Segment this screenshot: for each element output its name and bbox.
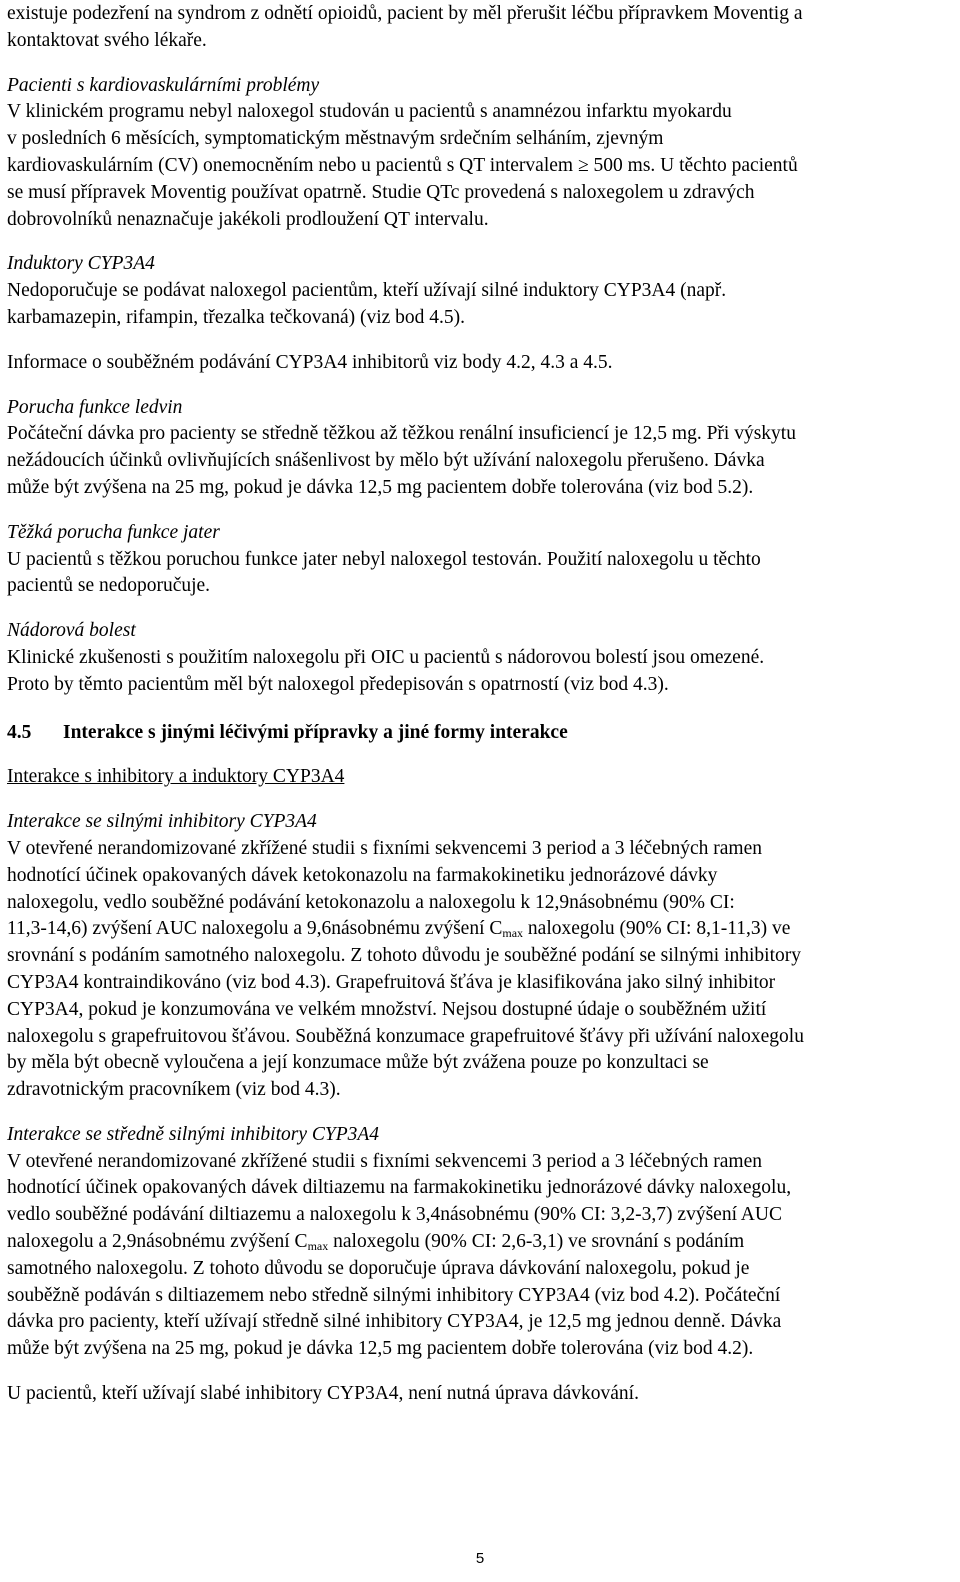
- greater-equal-symbol: ≥: [577, 154, 589, 176]
- text-run: naloxegolu a 2,9násobnému zvýšení C: [7, 1231, 308, 1253]
- paragraph-line: se musí přípravek Moventig používat opatrně. Studie QTc provedená s naloxegolem u zdravých: [7, 181, 755, 203]
- text-run: 11,3-14,6) zvýšení AUC naloxegolu a 9,6násobnému zvýšení C: [7, 918, 503, 940]
- paragraph-line: dobrovolníků nenaznačuje jakékoli prodloužení QT intervalu.: [7, 208, 489, 230]
- paragraph-line: nežádoucích účinků ovlivňujících snášenlivost by mělo být užívání naloxegolu přerušeno. Dávka: [7, 450, 765, 472]
- moderate-inhibitors-title: Interakce se středně silnými inhibitory CYP3A4: [7, 1123, 380, 1145]
- paragraph-line: může být zvýšena na 25 mg, pokud je dávka 12,5 mg pacientem dobře tolerována (viz bod 5.2).: [7, 476, 754, 498]
- hepatic-title: Těžká porucha funkce jater: [7, 521, 220, 543]
- paragraph-line: naloxegolu, vedlo souběžné podávání ketokonazolu a naloxegolu k 12,9násobnému (90% CI:: [7, 891, 735, 913]
- strong-inhibitors-title: Interakce se silnými inhibitory CYP3A4: [7, 811, 317, 833]
- section-heading: [7, 720, 953, 747]
- paragraph-line: [7, 153, 953, 180]
- section-title: Interakce s jinými léčivými přípravky a jiné formy interakce: [63, 721, 568, 743]
- intro-line-1: existuje podezření na syndrom z odnětí opioidů, pacient by měl přerušit léčbu přípravkem Moventig a: [7, 3, 803, 24]
- paragraph-line: CYP3A4 kontraindikováno (viz bod 4.3). Grapefruitová šťáva je klasifikována jako silný inhibitor: [7, 971, 776, 993]
- cancer-title: Nádorová bolest: [7, 620, 136, 642]
- renal-section: [7, 395, 953, 502]
- section-subtitle: Interakce s inhibitory a induktory CYP3A4: [7, 766, 345, 788]
- paragraph-line: vedlo souběžné podávání diltiazemu a naloxegolu k 3,4násobnému (90% CI: 3,2-3,7) zvýšení AUC: [7, 1204, 782, 1226]
- subscript: max: [502, 926, 524, 941]
- paragraph-line: Počáteční dávka pro pacienty se středně těžkou až těžkou renální insuficiencí je 12,5 mg. Při výskytu: [7, 423, 796, 445]
- intro-line-2: kontaktovat svého lékaře.: [7, 29, 207, 51]
- inductors-title: Induktory CYP3A4: [7, 253, 155, 275]
- strong-inhibitors-section: [7, 809, 953, 1104]
- paragraph-line: [7, 916, 953, 943]
- moderate-inhibitors-section: [7, 1122, 953, 1408]
- cardio-title: Pacienti s kardiovaskulárními problémy: [7, 74, 320, 96]
- paragraph-line: U pacientů, kteří užívají slabé inhibitory CYP3A4, není nutná úprava dávkování.: [7, 1383, 639, 1405]
- paragraph-line: Klinické zkušenosti s použitím naloxegolu při OIC u pacientů s nádorovou bolestí jsou omezené.: [7, 646, 765, 668]
- text-run: naloxegolu (90% CI: 8,1-11,3) ve: [523, 918, 791, 940]
- document-page: [7, 1, 953, 1408]
- paragraph-line: [7, 1229, 953, 1256]
- cardio-section: [7, 73, 953, 234]
- paragraph-line: hodnotící účinek opakovaných dávek diltiazemu na farmakokinetiku jednorázové dávky naloxegolu,: [7, 1177, 792, 1199]
- paragraph-line: V otevřené nerandomizované zkřížené studii s fixními sekvencemi 3 period a 3 léčebných ramen: [7, 837, 762, 859]
- paragraph-line: hodnotící účinek opakovaných dávek ketokonazolu na farmakokinetiku jednorázové dávky: [7, 864, 718, 886]
- paragraph-line: Proto by těmto pacientům měl být naloxegol předepisován s opatrností (viz bod 4.3).: [7, 673, 669, 695]
- paragraph-line: Informace o souběžném podávání CYP3A4 inhibitorů viz body 4.2, 4.3 a 4.5.: [7, 351, 613, 373]
- paragraph-line: může být zvýšena na 25 mg, pokud je dávka 12,5 mg pacientem dobře tolerována (viz bod 4.2).: [7, 1338, 754, 1360]
- inductors-section: [7, 251, 953, 376]
- paragraph-line: V klinickém programu nebyl naloxegol studován u pacientů s anamnézou infarktu myokardu: [7, 101, 732, 123]
- paragraph-line: souběžně podáván s diltiazemem nebo středně silnými inhibitory CYP3A4 (viz bod 4.2). Počáteční: [7, 1284, 781, 1306]
- section-number: 4.5: [7, 721, 32, 743]
- renal-title: Porucha funkce ledvin: [7, 396, 183, 418]
- paragraph-line: U pacientů s těžkou poruchou funkce jater nebyl naloxegol testován. Použití naloxegolu u těchto: [7, 548, 761, 570]
- paragraph-line: by měla být obecně vyloučena a její konzumace může být zvážena pouze po konzultaci se: [7, 1052, 709, 1074]
- paragraph-line: Nedoporučuje se podávat naloxegol pacientům, kteří užívají silné induktory CYP3A4 (např.: [7, 280, 727, 302]
- paragraph-line: samotného naloxegolu. Z tohoto důvodu se doporučuje úprava dávkování naloxegolu, pokud je: [7, 1257, 750, 1279]
- paragraph-line: karbamazepin, rifampin, třezalka tečkovaná) (viz bod 4.5).: [7, 306, 466, 328]
- text-run: kardiovaskulárním (CV) onemocněním nebo u pacientů s QT intervalem: [7, 154, 578, 176]
- cancer-section: [7, 618, 953, 698]
- paragraph-line: dávka pro pacienty, kteří užívají středně silné inhibitory CYP3A4, je 12,5 mg jednou denně. Dávka: [7, 1311, 782, 1333]
- paragraph-line: pacientů se nedoporučuje.: [7, 575, 211, 597]
- paragraph-line: zdravotnickým pracovníkem (viz bod 4.3).: [7, 1079, 341, 1101]
- text-run: naloxegolu (90% CI: 2,6-3,1) ve srovnání s podáním: [328, 1231, 745, 1253]
- text-run: 500 ms. U těchto pacientů: [588, 154, 798, 176]
- paragraph-line: naloxegolu s grapefruitovou šťávou. Souběžná konzumace grapefruitové šťávy při užívání naloxegolu: [7, 1025, 804, 1047]
- hepatic-section: [7, 520, 953, 600]
- paragraph-line: CYP3A4, pokud je konzumována ve velkém množství. Nejsou dostupné údaje o souběžném užití: [7, 998, 767, 1020]
- paragraph-line: V otevřené nerandomizované zkřížené studii s fixními sekvencemi 3 period a 3 léčebných ramen: [7, 1150, 762, 1172]
- page-number: 5: [475, 1550, 485, 1567]
- paragraph-line: v posledních 6 měsících, symptomatickým městnavým srdečním selháním, zjevným: [7, 128, 664, 150]
- subscript: max: [307, 1239, 329, 1254]
- paragraph-line: srovnání s podáním samotného naloxegolu. Z tohoto důvodu je souběžné podání se silnými inhibitory: [7, 945, 801, 967]
